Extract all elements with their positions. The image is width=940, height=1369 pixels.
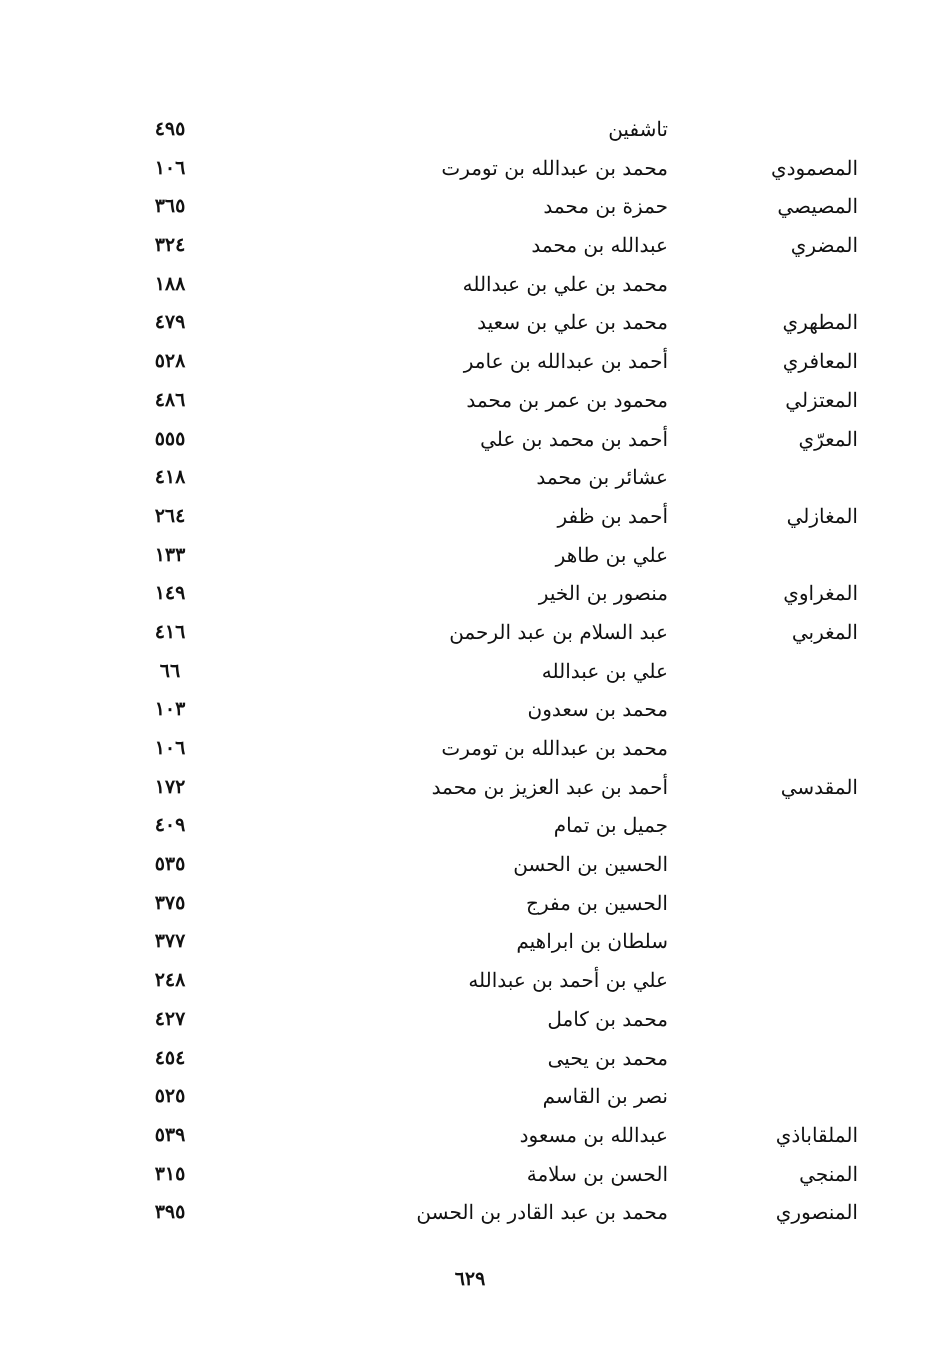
nisba: الملقاباذي xyxy=(775,1122,858,1147)
page-reference: ٥٢٨ xyxy=(154,350,186,373)
index-row xyxy=(0,768,940,807)
page-number: ٦٢٩ xyxy=(454,1268,486,1290)
nisba xyxy=(738,806,858,845)
person-name: محمد بن عبد القادر بن الحسن xyxy=(416,1200,668,1225)
nisba xyxy=(738,458,858,497)
person-name: محمد بن كامل xyxy=(547,1006,668,1031)
person-name: عبد السلام بن عبد الرحمن xyxy=(449,619,668,644)
nisba: المصيصي xyxy=(777,194,858,219)
index-row xyxy=(0,1155,940,1194)
person-name: تاشفين xyxy=(608,117,668,141)
page-reference: ٤٥٤ xyxy=(154,1046,186,1069)
index-row xyxy=(0,265,940,304)
index-row xyxy=(0,226,940,265)
person-name: أحمد بن محمد بن علي xyxy=(480,426,668,451)
page-reference: ٤٠٩ xyxy=(154,814,186,837)
person-name: الحسن بن سلامة xyxy=(526,1161,668,1186)
nisba: المعافري xyxy=(782,349,858,374)
page-reference: ٤١٦ xyxy=(154,620,186,643)
person-name: حمزة بن محمد xyxy=(543,194,668,219)
index-entries xyxy=(0,110,940,1232)
page-reference: ١٠٦ xyxy=(154,737,186,759)
person-name: سلطان بن ابراهيم xyxy=(516,929,668,954)
nisba: المضري xyxy=(790,233,858,258)
page-reference: ٣٦٥ xyxy=(154,195,186,218)
page-reference: ٤٩٥ xyxy=(154,118,186,140)
index-row xyxy=(0,110,940,149)
page-reference: ٤٧٩ xyxy=(154,311,186,334)
nisba: المغراوي xyxy=(783,581,858,606)
index-row xyxy=(0,652,940,691)
page-reference: ١٨٨ xyxy=(154,272,186,295)
page-reference: ٥٢٥ xyxy=(154,1085,186,1108)
nisba xyxy=(738,265,858,304)
index-row xyxy=(0,884,940,923)
nisba xyxy=(738,884,858,923)
page-reference: ١٠٣ xyxy=(154,698,186,721)
page-reference: ٥٥٥ xyxy=(154,427,186,450)
page-reference: ٣٧٧ xyxy=(154,930,186,953)
index-row xyxy=(0,149,940,188)
person-name: محمود بن عمر بن محمد xyxy=(466,387,668,412)
nisba: المنجي xyxy=(799,1161,858,1186)
person-name: عشائر بن محمد xyxy=(536,465,668,490)
nisba xyxy=(738,652,858,691)
index-row xyxy=(0,342,940,381)
person-name: علي بن أحمد بن عبدالله xyxy=(468,968,668,993)
index-row xyxy=(0,961,940,1000)
person-name: الحسين بن مفرج xyxy=(526,890,668,915)
person-name: محمد بن علي بن سعيد xyxy=(477,310,668,335)
page-reference: ٤٨٦ xyxy=(154,388,186,411)
index-row xyxy=(0,1116,940,1155)
index-row xyxy=(0,845,940,884)
page-reference: ٤٢٧ xyxy=(154,1007,186,1030)
nisba xyxy=(738,729,858,768)
page-reference: ٣١٥ xyxy=(154,1162,186,1185)
page-reference: ٥٣٩ xyxy=(154,1123,186,1146)
index-row xyxy=(0,613,940,652)
page-reference: ١٣٣ xyxy=(154,543,186,566)
page-reference: ٥٣٥ xyxy=(154,853,186,876)
index-row xyxy=(0,729,940,768)
nisba xyxy=(738,690,858,729)
index-row xyxy=(0,536,940,575)
index-row xyxy=(0,497,940,536)
nisba xyxy=(738,922,858,961)
person-name: جميل بن تمام xyxy=(553,813,668,838)
person-name: عبدالله بن مسعود xyxy=(519,1122,668,1147)
index-row xyxy=(0,187,940,226)
person-name: نصر بن القاسم xyxy=(542,1084,668,1109)
page-reference: ٣٩٥ xyxy=(154,1201,186,1224)
nisba: المنصوري xyxy=(775,1200,858,1225)
person-name: محمد بن عبدالله بن تومرت xyxy=(441,736,668,760)
person-name: عبدالله بن محمد xyxy=(531,233,668,258)
index-row xyxy=(0,381,940,420)
nisba xyxy=(738,110,858,149)
person-name: محمد بن عبدالله بن تومرت xyxy=(441,155,668,180)
page-reference: ٢٦٤ xyxy=(154,504,186,527)
index-row xyxy=(0,1000,940,1039)
person-name: أحمد بن ظفر xyxy=(557,503,668,528)
nisba: المعتزلي xyxy=(785,387,858,412)
person-name: علي بن عبدالله xyxy=(541,658,668,683)
index-row xyxy=(0,303,940,342)
nisba xyxy=(738,1000,858,1039)
person-name: علي بن طاهر xyxy=(555,542,668,567)
person-name: منصور بن الخير xyxy=(538,581,668,606)
nisba: المصمودي xyxy=(770,155,858,180)
person-name: محمد بن سعدون xyxy=(527,697,668,722)
nisba: المقدسي xyxy=(780,774,858,799)
index-row xyxy=(0,574,940,613)
nisba: المغازلي xyxy=(786,503,858,528)
index-row xyxy=(0,1039,940,1078)
page-reference: ٢٤٨ xyxy=(154,969,186,992)
page-reference: ٤١٨ xyxy=(154,466,186,489)
person-name: محمد بن علي بن عبدالله xyxy=(462,271,668,296)
page-reference: ١٠٦ xyxy=(154,156,186,179)
index-row xyxy=(0,922,940,961)
page-reference: ٦٦ xyxy=(159,659,181,682)
person-name: أحمد بن عبدالله بن عامر xyxy=(463,349,668,374)
index-row xyxy=(0,458,940,497)
index-row xyxy=(0,1193,940,1232)
nisba xyxy=(738,536,858,575)
index-row xyxy=(0,806,940,845)
nisba: المعرّي xyxy=(798,426,858,451)
nisba xyxy=(738,961,858,1000)
nisba: المطهري xyxy=(782,310,858,335)
person-name: أحمد بن عبد العزيز بن محمد xyxy=(431,774,668,799)
index-row xyxy=(0,1077,940,1116)
index-row xyxy=(0,690,940,729)
page-reference: ٣٧٥ xyxy=(154,891,186,914)
page-reference: ٣٢٤ xyxy=(154,234,186,257)
nisba xyxy=(738,845,858,884)
nisba xyxy=(738,1077,858,1116)
person-name: الحسين بن الحسن xyxy=(513,852,668,877)
nisba: المغربي xyxy=(791,619,858,644)
person-name: محمد بن يحيى xyxy=(547,1045,668,1070)
page-reference: ١٧٢ xyxy=(154,775,186,798)
nisba xyxy=(738,1039,858,1078)
index-row xyxy=(0,420,940,459)
page-reference: ١٤٩ xyxy=(154,582,186,605)
